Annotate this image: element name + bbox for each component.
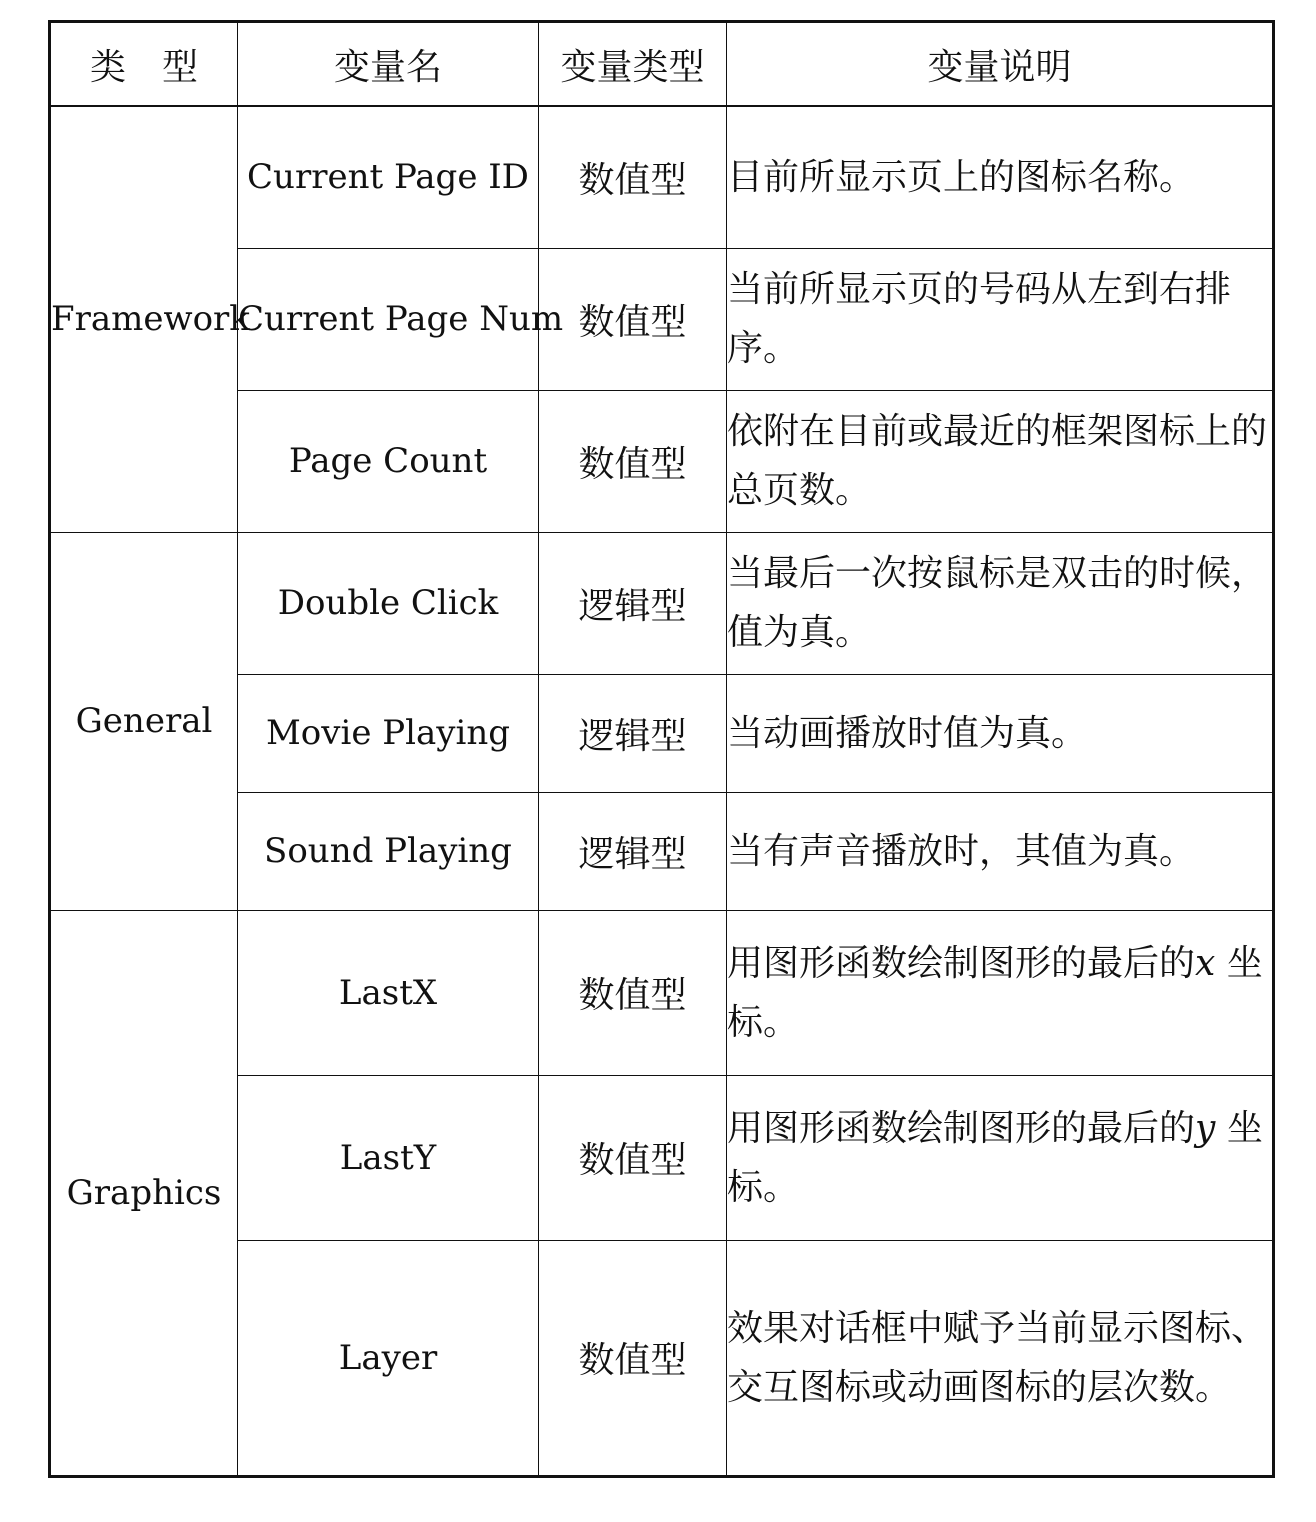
description-text: 坐标。 <box>727 942 1263 1043</box>
table-row <box>50 910 1274 1075</box>
header-category: 类 型 <box>50 22 238 107</box>
variable-type-cell: 数值型 <box>539 248 727 390</box>
description-text: 当动画播放时值为真。 <box>727 712 1088 754</box>
variables-table <box>48 20 1275 1478</box>
variable-description-cell <box>727 390 1274 532</box>
coordinate-variable: x <box>1195 942 1216 984</box>
description-text: 依附在目前或最近的框架图标上的总页数。 <box>727 411 1268 511</box>
variable-type-cell: 数值型 <box>539 1240 727 1476</box>
table-row <box>50 532 1274 674</box>
table-body <box>50 106 1274 1476</box>
variable-name-cell: Page Count <box>238 390 539 532</box>
table-header <box>50 22 1274 107</box>
variable-description-cell <box>727 792 1274 910</box>
header-variable-name: 变量名 <box>238 22 539 107</box>
variable-description-cell <box>727 910 1274 1075</box>
variable-type-cell: 数值型 <box>539 106 727 248</box>
description-text: 当前所显示页的号码从左到右排序。 <box>727 269 1232 369</box>
description-text: 坐标。 <box>727 1107 1263 1208</box>
variable-description-cell <box>727 106 1274 248</box>
variable-name-cell: Layer <box>238 1240 539 1476</box>
category-cell: General <box>50 532 238 910</box>
table-row <box>50 106 1274 248</box>
variable-description-cell <box>727 532 1274 674</box>
description-text: 当最后一次按鼠标是双击的时候，值为真。 <box>727 553 1268 653</box>
variable-type-cell: 逻辑型 <box>539 792 727 910</box>
variable-name-cell: Current Page Num <box>238 248 539 390</box>
header-variable-description: 变量说明 <box>727 22 1274 107</box>
category-cell: Graphics <box>50 910 238 1476</box>
category-cell: Framework <box>50 106 238 532</box>
variable-type-cell: 逻辑型 <box>539 674 727 792</box>
variable-type-cell: 数值型 <box>539 390 727 532</box>
variable-name-cell: Current Page ID <box>238 106 539 248</box>
variable-description-cell <box>727 1240 1274 1476</box>
variable-description-cell <box>727 1075 1274 1240</box>
variable-name-cell: LastY <box>238 1075 539 1240</box>
description-text: 效果对话框中赋予当前显示图标、交互图标或动画图标的层次数。 <box>727 1307 1268 1408</box>
coordinate-variable: y <box>1195 1107 1216 1149</box>
description-text: 目前所显示页上的图标名称。 <box>727 156 1196 198</box>
variable-name-cell: Double Click <box>238 532 539 674</box>
variable-name-cell: LastX <box>238 910 539 1075</box>
variable-name-cell: Sound Playing <box>238 792 539 910</box>
header-variable-type: 变量类型 <box>539 22 727 107</box>
variable-name-cell: Movie Playing <box>238 674 539 792</box>
description-text: 当有声音播放时，其值为真。 <box>727 830 1196 872</box>
variable-type-cell: 逻辑型 <box>539 532 727 674</box>
variable-type-cell: 数值型 <box>539 1075 727 1240</box>
description-text: 用图形函数绘制图形的最后的 <box>727 942 1196 984</box>
header-row <box>50 22 1274 107</box>
variable-description-cell <box>727 248 1274 390</box>
variable-description-cell <box>727 674 1274 792</box>
description-text: 用图形函数绘制图形的最后的 <box>727 1107 1196 1149</box>
variable-type-cell: 数值型 <box>539 910 727 1075</box>
